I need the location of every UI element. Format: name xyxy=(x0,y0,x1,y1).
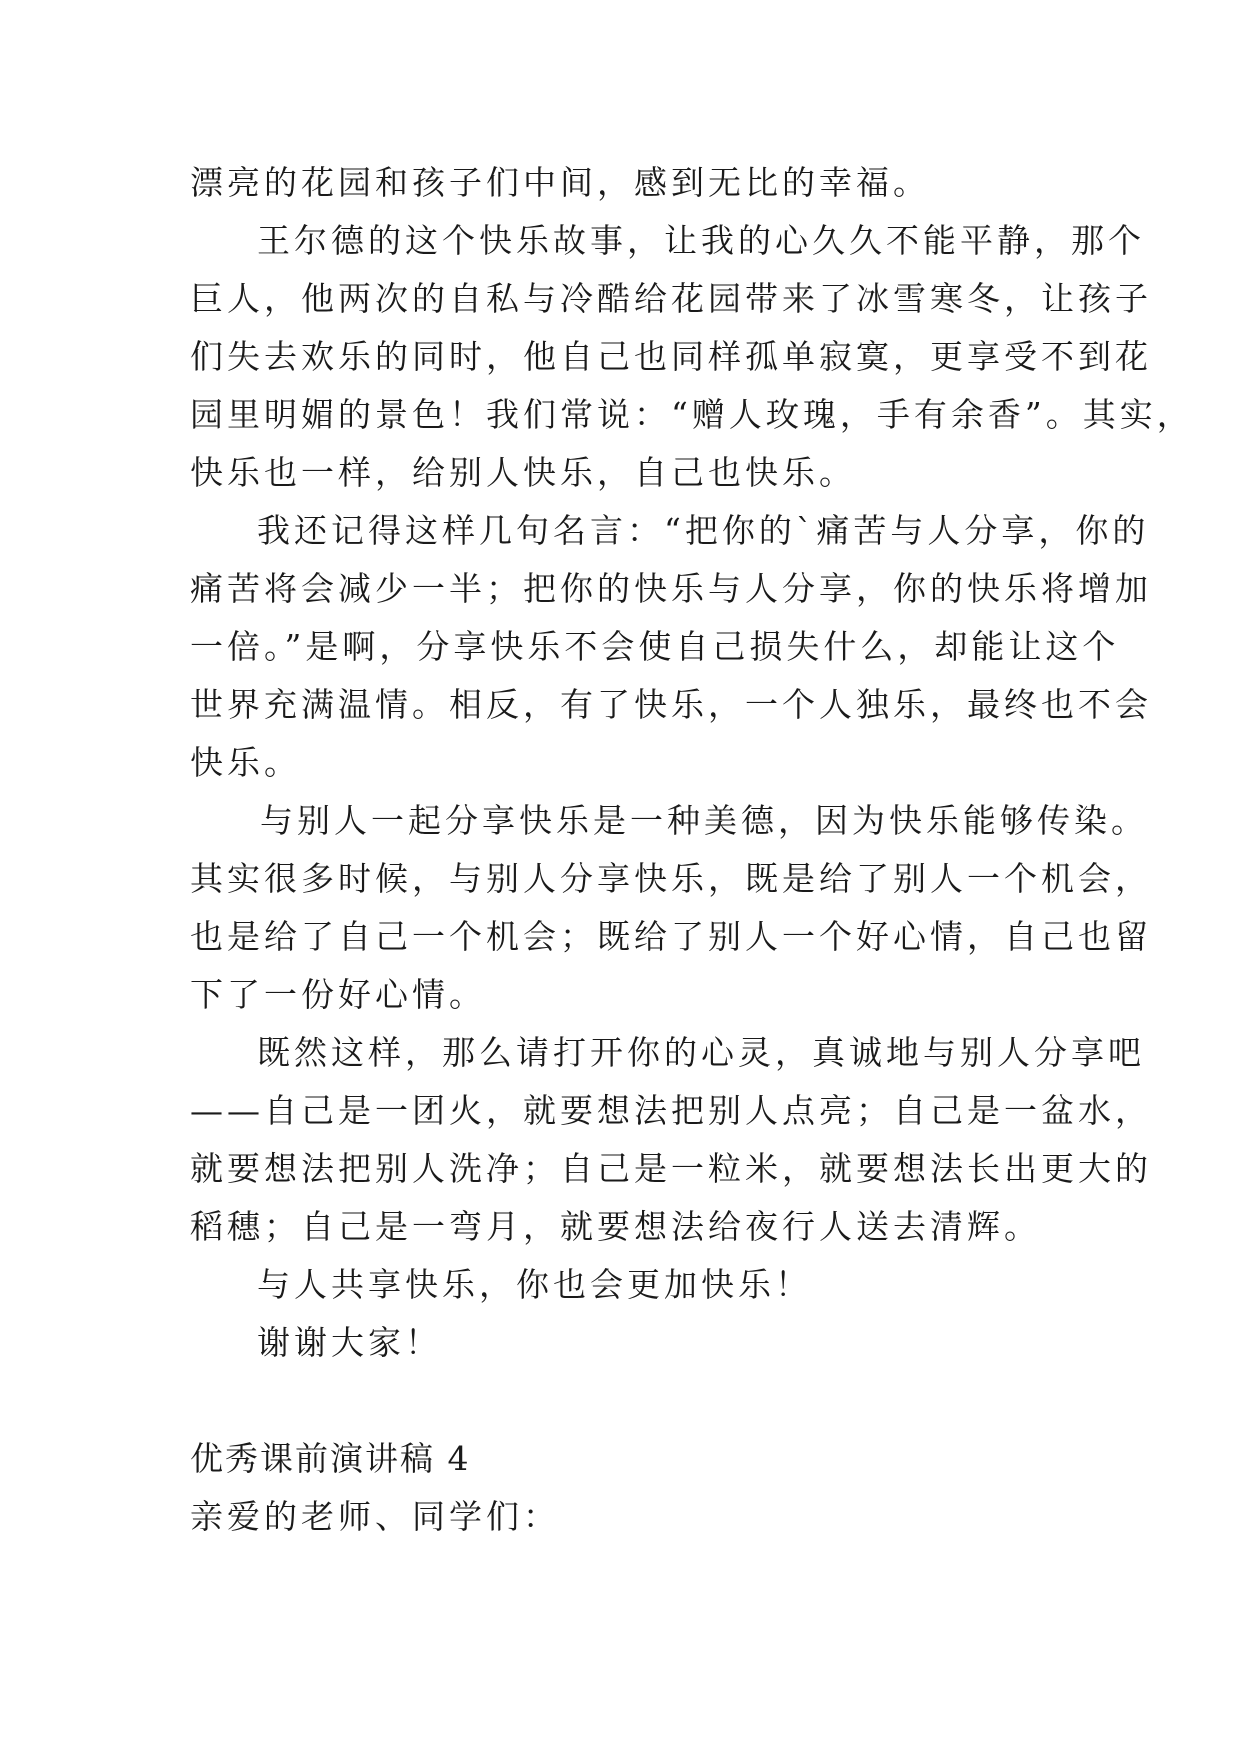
text-line: ——自己是一团火，就要想法把别人点亮；自己是一盆水， xyxy=(190,1091,1152,1130)
text-line: 巨人，他两次的自私与冷酷给花园带来了冰雪寒冬，让孩子 xyxy=(190,279,1152,318)
paragraph-start: 王尔德的这个快乐故事，让我的心久久不能平静，那个 xyxy=(257,221,1145,260)
text-line: 稻穗；自己是一弯月，就要想法给夜行人送去清辉。 xyxy=(190,1207,1041,1246)
greeting: 亲爱的老师、同学们： xyxy=(190,1497,560,1536)
paragraph-start: 与人共享快乐，你也会更加快乐！ xyxy=(257,1265,812,1304)
paragraph-start: 我还记得这样几句名言：“把你的`痛苦与人分享，你的 xyxy=(257,511,1150,550)
text-line: 快乐。 xyxy=(190,743,301,782)
text-line: 世界充满温情。相反，有了快乐，一个人独乐，最终也不会 xyxy=(190,685,1152,724)
text-line: 们失去欢乐的同时，他自己也同样孤单寂寞，更享受不到花 xyxy=(190,337,1152,376)
text-line: 痛苦将会减少一半；把你的快乐与人分享，你的快乐将增加 xyxy=(190,569,1152,608)
paragraph-start: 与别人一起分享快乐是一种美德，因为快乐能够传染。 xyxy=(260,801,1148,840)
text-line: 一倍。”是啊，分享快乐不会使自己损失什么，却能让这个 xyxy=(190,627,1120,666)
text-line: 其实很多时候，与别人分享快乐，既是给了别人一个机会， xyxy=(190,859,1152,898)
paragraph-start: 既然这样，那么请打开你的心灵，真诚地与别人分享吧 xyxy=(257,1033,1145,1072)
text-line: 也是给了自己一个机会；既给了别人一个好心情，自己也留 xyxy=(190,917,1152,956)
text-line: 就要想法把别人洗净；自己是一粒米，就要想法长出更大的 xyxy=(190,1149,1152,1188)
text-line: 快乐也一样，给别人快乐，自己也快乐。 xyxy=(190,453,856,492)
text-line: 漂亮的花园和孩子们中间，感到无比的幸福。 xyxy=(190,163,930,202)
closing-line: 谢谢大家！ xyxy=(257,1323,442,1362)
text-line: 下了一份好心情。 xyxy=(190,975,486,1014)
section-title: 优秀课前演讲稿 4 xyxy=(190,1439,471,1478)
text-line: 园里明媚的景色！我们常说：“赠人玫瑰，手有余香”。其实， xyxy=(190,395,1194,434)
